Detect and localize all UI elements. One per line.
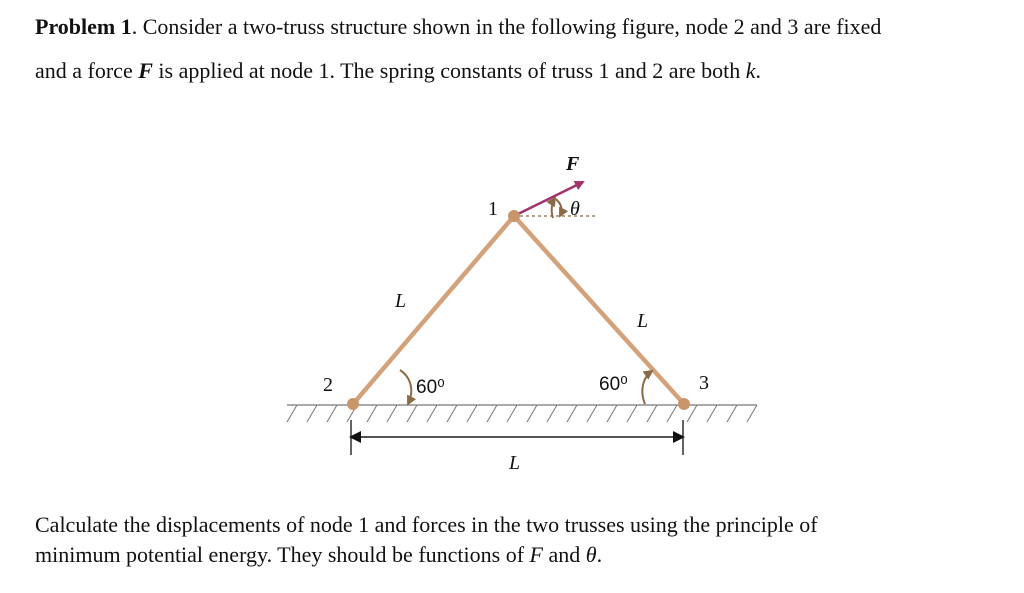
node-1 xyxy=(508,210,520,222)
problem-heading: Problem 1 xyxy=(35,14,132,39)
node-2 xyxy=(347,398,359,410)
F-symbol: F xyxy=(529,542,543,567)
problem-text: is applied at node 1. The spring constants of truss 1 and 2 are both xyxy=(152,58,746,83)
theta-arc-arrow-2 xyxy=(552,198,555,218)
force-label: F xyxy=(566,153,580,175)
node-1-label: 1 xyxy=(488,198,498,220)
problem-text: . Consider a two-truss structure shown in the following figure, node 2 and 3 are fixed xyxy=(131,14,882,39)
left-angle-arc xyxy=(400,370,411,404)
force-symbol: F xyxy=(138,58,153,83)
k-symbol: k xyxy=(745,58,756,83)
base-dimension xyxy=(351,420,683,455)
problem-text: and a force xyxy=(35,58,139,83)
theta-symbol: θ xyxy=(585,542,597,567)
base-length-label: L xyxy=(509,452,521,474)
theta-arc-arrow xyxy=(556,199,562,216)
node-3 xyxy=(678,398,690,410)
question-text: minimum potential energy. They should be functions of xyxy=(35,542,530,567)
node-2-label: 2 xyxy=(323,374,333,396)
problem-text: . xyxy=(755,58,762,83)
right-angle-arc xyxy=(642,371,652,404)
question-line-1: Calculate the displacements of node 1 and forces in the two trusses using the principle of xyxy=(35,512,818,537)
question-text: and xyxy=(542,542,586,567)
theta-label: θ xyxy=(570,198,580,220)
question-text: . xyxy=(596,542,603,567)
node-3-label: 3 xyxy=(699,372,709,394)
right-angle-label: 60⁰ xyxy=(599,374,628,395)
truss-1 xyxy=(353,216,514,404)
question-line-2 xyxy=(35,542,602,568)
right-length-label: L xyxy=(637,310,649,332)
left-length-label: L xyxy=(395,290,407,312)
left-angle-label: 60⁰ xyxy=(416,377,445,398)
